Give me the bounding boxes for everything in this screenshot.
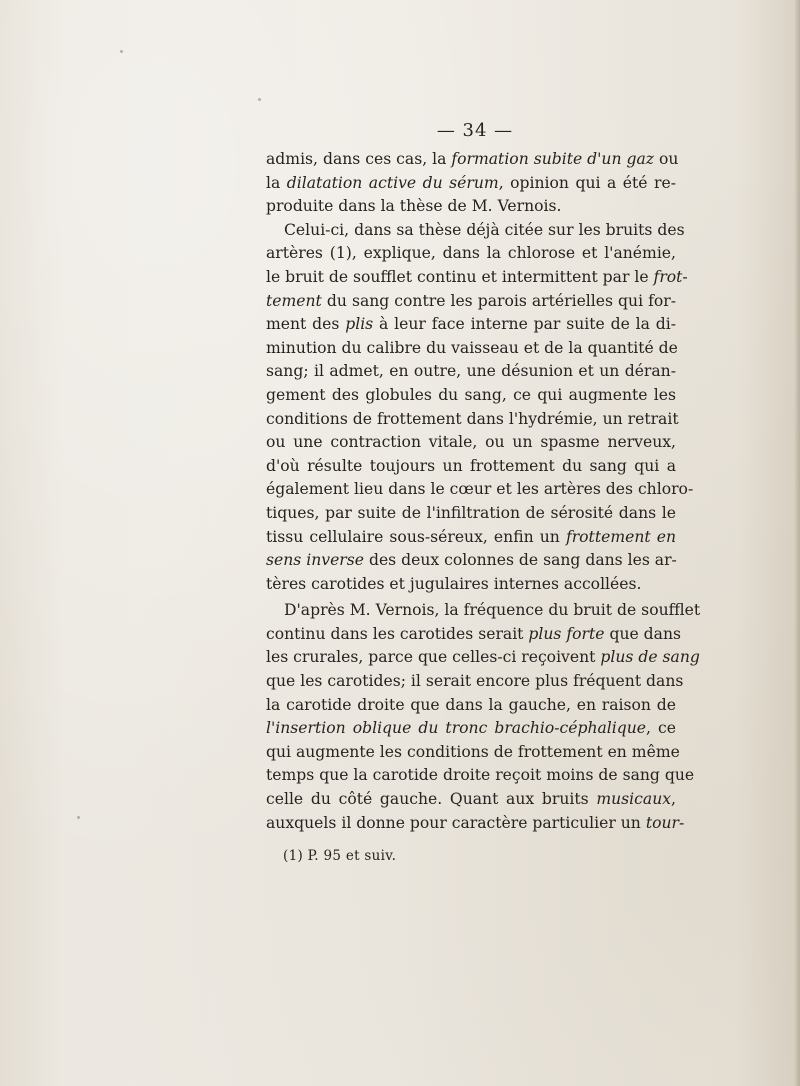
text-line [266, 646, 700, 670]
text-segment: tères carotides et jugulaires internes accollées. [266, 574, 642, 593]
text-segment: , opinion qui a été re- [498, 173, 676, 192]
text-line [266, 526, 676, 550]
text-segment: le bruit de soufflet continu et intermittent par le [266, 267, 654, 286]
text-line [266, 431, 676, 455]
footnote: (1) P. 95 et suiv. [283, 848, 397, 864]
text-segment: d'où résulte toujours un frottement du sang qui a [266, 456, 676, 475]
text-line [266, 599, 701, 623]
text-segment: temps que la carotide droite reçoit moins de sang que [266, 766, 695, 785]
page-edge [794, 0, 800, 1086]
paper-speck [258, 98, 261, 101]
text-segment: qui augmente les conditions de frottement en même [266, 742, 680, 761]
italic-text: tour- [645, 813, 685, 832]
text-segment: , ce [646, 719, 676, 738]
text-segment: la carotide droite que dans la gauche, en raison de [266, 695, 676, 714]
italic-text: dilatation active du sérum [286, 173, 499, 192]
italic-text: tement [266, 291, 322, 310]
text-line [266, 717, 676, 741]
text-segment: gement des globules du sang, ce qui augmente les [266, 385, 676, 404]
text-segment: admis, dans ces cas, la [266, 150, 452, 168]
italic-text: frottement en [565, 527, 677, 546]
text-line [266, 788, 676, 812]
text-segment: ou [653, 150, 679, 168]
italic-text: plus de sang [600, 648, 700, 667]
text-line [266, 670, 684, 694]
text-segment: tissu cellulaire sous-séreux, enfin un [266, 527, 566, 546]
italic-text: plus forte [528, 624, 605, 643]
text-line [266, 148, 679, 172]
text-segment: sang; il admet, en outre, une désunion et un déran- [266, 362, 676, 381]
text-line [266, 290, 676, 314]
italic-text: formation subite d'un gaz [451, 150, 654, 168]
italic-text: plis [345, 315, 374, 334]
text-segment: artères (1), explique, dans la chlorose et l'anémie, [266, 244, 676, 263]
text-line [266, 812, 685, 836]
text-segment: , [671, 790, 676, 809]
text-segment: D'après M. Vernois, la fréquence du bruit de soufflet [284, 601, 701, 620]
italic-text: musicaux [596, 790, 672, 809]
text-segment: produite dans la thèse de M. Vernois. [266, 197, 562, 216]
text-segment: celle du côté gauche. Quant aux bruits [266, 790, 597, 809]
text-segment: continu dans les carotides serait [266, 624, 529, 643]
text-line [266, 478, 694, 502]
text-line [266, 694, 676, 718]
page-number: — 34 — [436, 120, 514, 141]
text-line [266, 313, 676, 337]
text-line [266, 408, 679, 432]
text-line [266, 623, 681, 647]
text-line [266, 549, 676, 573]
text-line [266, 360, 676, 384]
text-segment: des deux colonnes de sang dans les ar- [364, 551, 677, 570]
italic-text: l'insertion oblique du tronc brachio-céphalique [266, 719, 647, 738]
text-segment: ou une contraction vitale, ou un spasme nerveux, [266, 433, 676, 452]
text-segment: que dans [604, 624, 681, 643]
body-text [266, 148, 701, 835]
text-line [266, 455, 676, 479]
text-line [266, 573, 676, 597]
text-segment: à leur face interne par suite de la di- [373, 315, 676, 334]
text-segment: la [266, 173, 287, 192]
text-line [266, 172, 676, 196]
text-line [266, 502, 676, 526]
text-line [266, 764, 695, 788]
text-line [266, 242, 676, 266]
text-segment: les crurales, parce que celles-ci reçoivent [266, 648, 601, 667]
italic-text: frot- [653, 267, 688, 286]
text-line [266, 195, 676, 219]
text-segment: conditions de frottement dans l'hydrémie, un retrait [266, 409, 679, 428]
text-line [266, 219, 685, 243]
text-line [266, 384, 676, 408]
text-segment: Celui-ci, dans sa thèse déjà citée sur les bruits des [284, 220, 685, 239]
text-line [266, 337, 676, 361]
text-segment: tiques, par suite de l'infiltration de sérosité dans le [266, 503, 676, 522]
text-segment: auxquels il donne pour caractère particulier un [266, 813, 646, 832]
text-segment: ment des [266, 315, 346, 334]
text-line [266, 741, 680, 765]
text-segment: du sang contre les parois artérielles qui for- [321, 291, 676, 310]
paper-speck [77, 816, 80, 819]
text-segment: minution du calibre du vaisseau et de la quantité de [266, 338, 678, 357]
text-line [266, 266, 688, 290]
text-segment: que les carotides; il serait encore plus fréquent dans [266, 672, 684, 691]
paper-speck [120, 50, 123, 53]
text-segment: également lieu dans le cœur et les artères des chloro- [266, 480, 694, 499]
italic-text: sens inverse [266, 551, 364, 570]
